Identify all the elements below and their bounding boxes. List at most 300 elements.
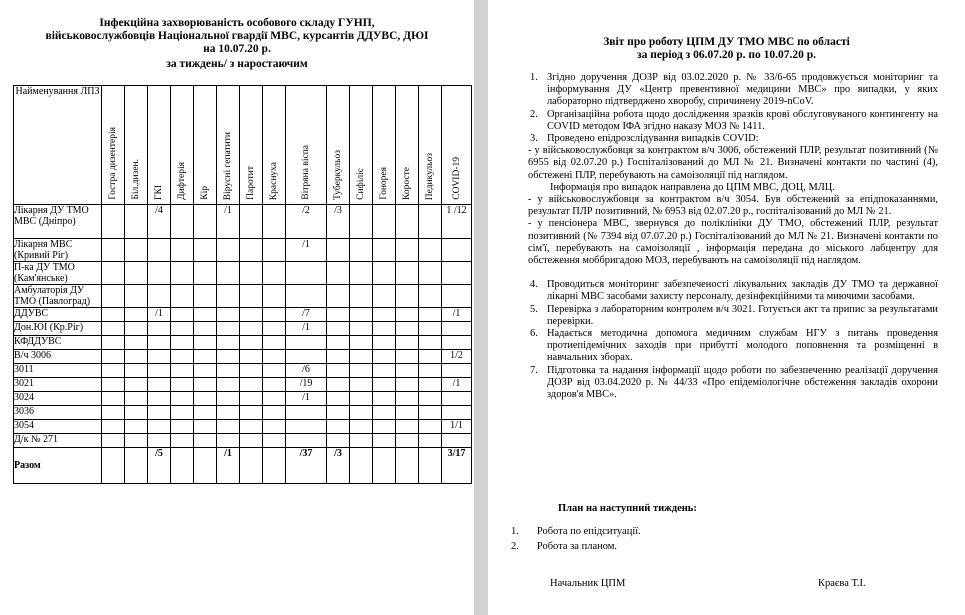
table-cell	[148, 406, 171, 420]
table-row	[14, 434, 472, 448]
table-cell	[350, 336, 373, 350]
report-item-text: Перевірка з лабораторним контролем в/ч 3021. Готується акт та припис за результатами перевірки.	[547, 303, 938, 327]
row-name: Лікарня МВС (Кривий Ріг)	[14, 239, 102, 262]
table-cell	[102, 350, 125, 364]
table-cell	[194, 308, 217, 322]
report-item-2: 2. Організаційна робота щодо дослідження зразків крові обслуговуваного контингенту на COVID методом ІФА згідно наказу МОЗ № 1411.	[530, 108, 938, 132]
table-cell	[263, 322, 286, 336]
table-cell	[171, 350, 194, 364]
table-cell	[396, 239, 419, 262]
table-cell	[125, 350, 148, 364]
table-cell	[327, 322, 350, 336]
table-cell	[102, 336, 125, 350]
table-cell	[240, 308, 263, 322]
table-row	[14, 392, 472, 406]
report-item-text: Проводиться моніторинг забезпеченості лікувальних закладів ДУ ТМО та державної лікарні МВС засобами захисту персоналу, дезінфекційними та миючими засобами.	[547, 279, 938, 303]
table-cell	[171, 262, 194, 285]
table-cell	[327, 336, 350, 350]
table-cell	[396, 420, 419, 434]
table-cell	[194, 364, 217, 378]
table-row	[14, 205, 472, 239]
table-cell	[125, 364, 148, 378]
table-cell	[419, 205, 442, 239]
table-cell	[263, 350, 286, 364]
infection-table	[13, 85, 472, 484]
column-header: Вітряна віспа	[286, 86, 327, 205]
table-cell	[327, 378, 350, 392]
plan-item-text: Робота за планом.	[536, 541, 618, 552]
table-cell	[286, 434, 327, 448]
column-header: Паротит	[240, 86, 263, 205]
table-cell	[102, 378, 125, 392]
report-item-text: Підготовка та надання інформації щодо роботи по забезпеченню реалізації доручення ДОЗР від 03.04.2020 р. № 44/33 «Про епідеміологічне обстеження закладів охорони здоров'я МВС».	[547, 364, 938, 401]
table-cell	[125, 448, 148, 484]
table-cell	[419, 336, 442, 350]
table-cell	[240, 364, 263, 378]
table-row	[14, 322, 472, 336]
table-cell	[171, 239, 194, 262]
table-row	[14, 336, 472, 350]
table-cell	[240, 378, 263, 392]
column-header: Біл.дизен.	[125, 86, 148, 205]
table-cell	[442, 392, 472, 406]
table-cell	[102, 420, 125, 434]
table-row	[14, 406, 472, 420]
table-cell	[263, 392, 286, 406]
plan-item-2: 2. Робота за планом.	[511, 541, 618, 552]
table-cell	[327, 350, 350, 364]
row-name: Разом	[14, 448, 102, 484]
table-cell	[419, 392, 442, 406]
table-cell: /1	[442, 308, 472, 322]
table-cell	[217, 364, 240, 378]
table-cell: /1	[286, 239, 327, 262]
table-cell	[350, 420, 373, 434]
table-cell	[419, 434, 442, 448]
table-cell	[396, 262, 419, 285]
table-cell: /1	[286, 322, 327, 336]
table-cell	[194, 350, 217, 364]
report-item-text: Згідно доручення ДОЗР від 03.02.2020 р. № 33/6-65 продовжується моніторинг та інформування ДУ «Центр превентивної медицини МВС» про випадки, у яких лабораторно підтверджено хворобу, спричинену 2019-nCoV.	[547, 72, 938, 108]
table-cell	[327, 285, 350, 308]
table-cell	[396, 364, 419, 378]
table-cell: /2	[286, 205, 327, 239]
table-cell	[350, 350, 373, 364]
table-cell	[240, 322, 263, 336]
table-cell	[327, 434, 350, 448]
column-header: Гонорея	[373, 86, 396, 205]
table-cell	[102, 406, 125, 420]
table-cell	[373, 434, 396, 448]
table-cell	[419, 308, 442, 322]
report-item-4: 4. Проводиться моніторинг забезпеченості лікувальних закладів ДУ ТМО та державної лікарні МВС засобами захисту персоналу, дезінфекційними та миючими засобами.	[530, 279, 938, 303]
table-cell	[350, 205, 373, 239]
plan-item-text: Робота по епідситуації.	[536, 526, 641, 537]
column-header: ГКІ	[148, 86, 171, 205]
report-item-1: 1. Згідно доручення ДОЗР від 03.02.2020 р. № 33/6-65 продовжується моніторинг та інформування ДУ «Центр превентивної медицини МВС» про випадки, у яких лабораторно підтверджено хворобу, спричинену 2019-nCoV.	[530, 72, 938, 108]
table-cell	[240, 285, 263, 308]
report-paragraph: Інформація про випадок направлена до ЦПМ МВС, ДОЦ, МЛЦ.	[550, 181, 835, 193]
table-cell	[171, 322, 194, 336]
table-cell	[373, 308, 396, 322]
report-item-text: Організаційна робота щодо дослідження зразків крові обслуговуваного контингенту на COVID методом ІФА згідно наказу МОЗ № 1411.	[547, 108, 938, 132]
table-cell	[327, 392, 350, 406]
table-title	[0, 17, 474, 71]
row-name: В/ч 3006	[14, 350, 102, 364]
table-cell	[396, 448, 419, 484]
table-cell: /37	[286, 448, 327, 484]
table-cell: /3	[327, 205, 350, 239]
table-cell	[350, 239, 373, 262]
table-cell	[171, 285, 194, 308]
row-name: 3054	[14, 420, 102, 434]
table-cell	[263, 364, 286, 378]
row-name: 3011	[14, 364, 102, 378]
table-cell	[396, 392, 419, 406]
table-cell	[240, 420, 263, 434]
table-row	[14, 378, 472, 392]
signature-role: Начальник ЦПМ	[550, 578, 626, 589]
table-cell	[217, 308, 240, 322]
column-header: Туберкульоз	[327, 86, 350, 205]
table-cell	[125, 308, 148, 322]
table-cell	[373, 364, 396, 378]
table-cell	[217, 392, 240, 406]
table-cell: /7	[286, 308, 327, 322]
table-cell	[217, 322, 240, 336]
table-cell	[419, 285, 442, 308]
table-cell	[102, 434, 125, 448]
table-cell	[442, 406, 472, 420]
table-cell	[102, 322, 125, 336]
table-cell	[263, 420, 286, 434]
table-cell	[217, 420, 240, 434]
table-cell	[148, 262, 171, 285]
table-cell	[442, 322, 472, 336]
column-header: COVID-19	[442, 86, 472, 205]
table-cell	[350, 392, 373, 406]
title-line: військовослужбовців Національної гвардії МВС, курсантів ДДУВС, ДЮІ	[45, 30, 429, 42]
column-header: Сифіліс	[350, 86, 373, 205]
title-line: за тиждень/ з наростаючим	[166, 58, 308, 70]
table-cell	[419, 448, 442, 484]
table-row	[14, 262, 472, 285]
table-cell	[327, 364, 350, 378]
report-paragraph: - у пенсіонера МВС, звернувся до поліклініки ДУ ТМО, обстежений ПЛР, результат позитивний (№ 7394 від 07.07.20 р.) Госпіталізований до МЛ № 21. Визначені контакти по сім'ї, перебувають на самоізоляції , інформація передана до міського лабцентру для обстеження моббригадою МОЗ, перебувають на самоізоляції під наглядом.	[528, 218, 938, 267]
table-cell	[148, 336, 171, 350]
table-cell	[194, 336, 217, 350]
table-cell: 1 /12	[442, 205, 472, 239]
table-cell	[171, 406, 194, 420]
table-cell	[350, 434, 373, 448]
table-cell	[286, 262, 327, 285]
table-cell	[419, 364, 442, 378]
table-cell	[217, 434, 240, 448]
table-cell	[373, 239, 396, 262]
table-cell	[442, 434, 472, 448]
table-cell	[171, 434, 194, 448]
table-cell	[102, 205, 125, 239]
table-cell	[217, 239, 240, 262]
table-cell	[194, 205, 217, 239]
table-row	[14, 285, 472, 308]
table-cell: /1	[217, 448, 240, 484]
table-cell	[350, 364, 373, 378]
table-cell	[263, 262, 286, 285]
table-cell	[148, 420, 171, 434]
table-cell	[442, 364, 472, 378]
table-cell	[240, 406, 263, 420]
table-cell: 1/1	[442, 420, 472, 434]
table-cell	[396, 205, 419, 239]
table-cell	[373, 205, 396, 239]
table-cell	[240, 350, 263, 364]
table-cell: 3/17	[442, 448, 472, 484]
table-cell	[217, 262, 240, 285]
table-cell: /1	[217, 205, 240, 239]
table-cell	[396, 285, 419, 308]
row-name: 3036	[14, 406, 102, 420]
table-cell	[286, 350, 327, 364]
column-header: Гостра дизентерія	[102, 86, 125, 205]
right-document-page	[488, 0, 965, 615]
table-cell	[171, 392, 194, 406]
table-cell	[263, 308, 286, 322]
table-cell	[125, 336, 148, 350]
row-name: Д/к № 271	[14, 434, 102, 448]
table-row	[14, 239, 472, 262]
report-paragraph: - у військовослужбовця за контрактом в/ч 3054. Був обстежений за епідпоказаннями, результат ПЛР позитивний, № 6953 від 02.07.20 р., госпіталізований до МЛ № 21.	[528, 194, 938, 218]
table-cell	[419, 420, 442, 434]
table-cell	[419, 406, 442, 420]
column-header: Вірусні гепатити	[217, 86, 240, 205]
table-cell	[194, 434, 217, 448]
table-cell	[194, 262, 217, 285]
table-row	[14, 308, 472, 322]
column-header: Дифтерія	[171, 86, 194, 205]
table-cell	[419, 350, 442, 364]
table-cell: /1	[148, 308, 171, 322]
table-cell	[194, 406, 217, 420]
table-cell	[171, 448, 194, 484]
table-cell	[102, 262, 125, 285]
table-cell	[373, 322, 396, 336]
table-cell	[102, 285, 125, 308]
table-cell	[350, 378, 373, 392]
table-row	[14, 448, 472, 484]
table-cell	[148, 285, 171, 308]
table-cell	[102, 364, 125, 378]
table-cell	[350, 285, 373, 308]
table-cell	[125, 434, 148, 448]
table-cell	[396, 336, 419, 350]
table-cell	[373, 406, 396, 420]
report-item-7: 7. Підготовка та надання інформації щодо роботи по забезпеченню реалізації доручення ДОЗР від 03.04.2020 р. № 44/33 «Про епідеміологічне обстеження закладів охорони здоров'я МВС».	[530, 364, 938, 401]
table-cell	[194, 420, 217, 434]
table-cell	[327, 406, 350, 420]
table-cell	[171, 364, 194, 378]
table-cell	[102, 239, 125, 262]
table-cell	[442, 239, 472, 262]
table-cell	[240, 448, 263, 484]
report-item-6: 6. Надається методична допомога медичним службам НГУ з питань проведення протиепідемічних заходів при прибутті молодого поповнення та розміщенні в навчальних зборах.	[530, 328, 938, 364]
name-column-header: Найменування ЛПЗ	[14, 86, 102, 205]
plan-item-1: 1. Робота по епідситуації.	[511, 526, 641, 537]
table-cell	[148, 322, 171, 336]
table-cell	[125, 378, 148, 392]
report-title	[488, 36, 965, 62]
table-cell	[419, 322, 442, 336]
title-line: на 10.07.20 р.	[203, 43, 271, 55]
table-cell	[240, 434, 263, 448]
table-cell	[419, 262, 442, 285]
table-cell	[240, 392, 263, 406]
report-title-line: Звіт про роботу ЦПМ ДУ ТМО МВС по області	[603, 36, 850, 48]
table-cell	[327, 308, 350, 322]
table-cell	[263, 406, 286, 420]
table-cell	[263, 434, 286, 448]
table-cell	[217, 336, 240, 350]
signature-name: Краєва Т.І.	[818, 578, 866, 589]
table-cell	[327, 239, 350, 262]
row-name: КФДДУВС	[14, 336, 102, 350]
table-cell	[263, 239, 286, 262]
row-name: 3021	[14, 378, 102, 392]
table-cell	[396, 378, 419, 392]
table-cell	[125, 205, 148, 239]
report-item-3: 3. Проведено епідрозслідування випадків COVID:	[530, 133, 759, 145]
table-cell	[125, 322, 148, 336]
table-row	[14, 350, 472, 364]
column-header: Кір	[194, 86, 217, 205]
table-cell	[217, 285, 240, 308]
left-document-page	[0, 0, 474, 615]
table-cell	[350, 308, 373, 322]
row-name: 3024	[14, 392, 102, 406]
table-cell: 1/2	[442, 350, 472, 364]
table-cell	[263, 205, 286, 239]
plan-title: План на наступний тиждень:	[558, 503, 697, 514]
table-cell	[373, 392, 396, 406]
table-cell	[419, 239, 442, 262]
table-cell	[286, 406, 327, 420]
table-cell: /3	[327, 448, 350, 484]
table-row	[14, 364, 472, 378]
report-item-text: Проведено епідрозслідування випадків COVID:	[547, 133, 759, 145]
row-name: Амбулаторія ДУ ТМО (Павлоград)	[14, 285, 102, 308]
table-cell	[148, 364, 171, 378]
table-cell	[194, 392, 217, 406]
table-cell	[286, 336, 327, 350]
table-cell	[442, 285, 472, 308]
table-cell	[194, 448, 217, 484]
report-item-5: 5. Перевірка з лабораторним контролем в/ч 3021. Готується акт та припис за результатами перевірки.	[530, 303, 938, 327]
table-cell	[148, 434, 171, 448]
table-cell	[286, 285, 327, 308]
table-cell: /1	[442, 378, 472, 392]
row-name: Дон.ЮІ (Кр.Ріг)	[14, 322, 102, 336]
report-period: за період з 06.07.20 р. по 10.07.20 р.	[636, 49, 817, 61]
table-cell	[373, 420, 396, 434]
table-cell	[396, 350, 419, 364]
table-cell	[350, 322, 373, 336]
table-cell	[125, 392, 148, 406]
table-cell	[217, 378, 240, 392]
table-cell: /6	[286, 364, 327, 378]
table-cell	[442, 336, 472, 350]
table-cell	[125, 406, 148, 420]
table-cell	[148, 350, 171, 364]
table-cell	[171, 336, 194, 350]
table-cell: /4	[148, 205, 171, 239]
column-header: Краснуха	[263, 86, 286, 205]
table-cell	[350, 448, 373, 484]
table-cell	[263, 448, 286, 484]
table-cell	[171, 378, 194, 392]
table-cell	[125, 285, 148, 308]
table-cell: /5	[148, 448, 171, 484]
table-cell	[263, 378, 286, 392]
table-cell	[125, 420, 148, 434]
table-cell	[217, 406, 240, 420]
table-cell	[396, 322, 419, 336]
table-cell	[350, 406, 373, 420]
table-cell	[286, 420, 327, 434]
table-cell	[442, 262, 472, 285]
table-cell	[194, 378, 217, 392]
report-body	[528, 72, 938, 401]
table-cell	[327, 262, 350, 285]
table-cell	[373, 262, 396, 285]
table-cell	[171, 420, 194, 434]
table-cell	[194, 322, 217, 336]
table-cell	[148, 392, 171, 406]
table-cell	[194, 285, 217, 308]
table-cell	[102, 392, 125, 406]
report-paragraph: - у військовослужбовця за контрактом в/ч 3006, обстежений ПЛР, результат позитивний (№ 6955 від 02.07.20 р.) Госпіталізований до МЛ № 21. Визначені контакти по частині (4), обстежені ПЛР, перебувають на самоізоляції під наглядом.	[528, 145, 938, 181]
table-cell	[125, 262, 148, 285]
table-cell	[125, 239, 148, 262]
table-cell	[194, 239, 217, 262]
table-cell: /1	[286, 392, 327, 406]
column-header: Коросте	[396, 86, 419, 205]
table-cell	[263, 336, 286, 350]
column-header: Педикульоз	[419, 86, 442, 205]
table-cell	[396, 406, 419, 420]
table-cell	[217, 350, 240, 364]
table-cell	[373, 285, 396, 308]
table-cell	[240, 262, 263, 285]
table-cell	[148, 239, 171, 262]
row-name: ДДУВС	[14, 308, 102, 322]
report-item-text: Надається методична допомога медичним службам НГУ з питань проведення протиепідемічних заходів при прибутті молодого поповнення та розміщенні в навчальних зборах.	[547, 328, 938, 364]
table-cell	[148, 378, 171, 392]
title-line: Інфекційна захворюваність особового складу ГУНП,	[99, 17, 375, 29]
table-cell	[373, 378, 396, 392]
table-cell	[327, 420, 350, 434]
table-cell	[350, 262, 373, 285]
table-cell	[102, 308, 125, 322]
table-cell	[240, 205, 263, 239]
table-row	[14, 420, 472, 434]
row-name: Лікарня ДУ ТМО МВС (Дніпро)	[14, 205, 102, 239]
row-name: П-ка ДУ ТМО (Кам'янське)	[14, 262, 102, 285]
table-cell	[419, 378, 442, 392]
table-cell	[373, 350, 396, 364]
table-cell	[102, 448, 125, 484]
table-cell	[263, 285, 286, 308]
table-cell	[396, 308, 419, 322]
